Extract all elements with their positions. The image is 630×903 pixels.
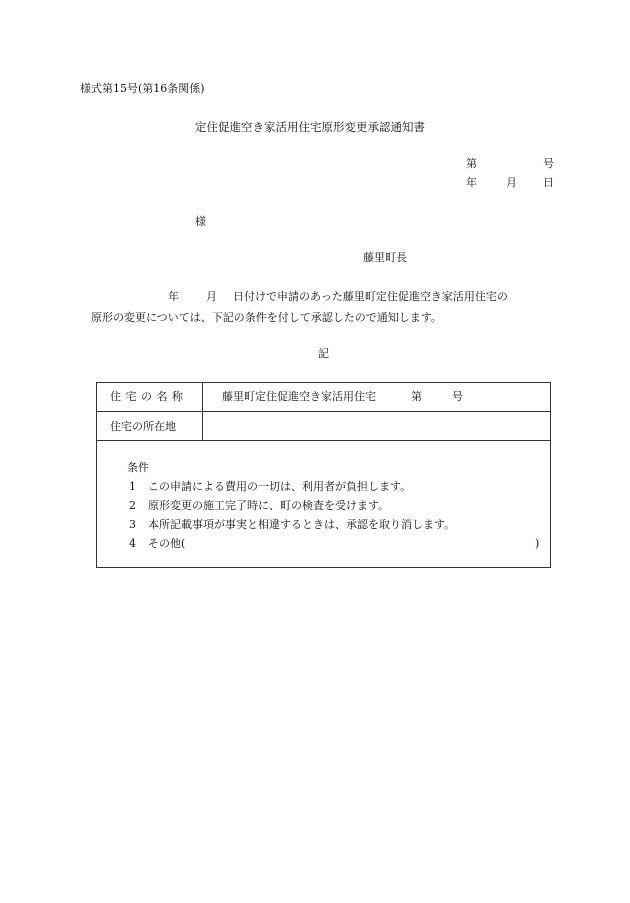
body-line1-text: 日付けで申請のあった藤里町定住促進空き家活用住宅の: [233, 290, 508, 303]
housing-number-prefix: 第: [411, 390, 422, 403]
table-column-divider: [202, 383, 203, 440]
date-day: 日: [543, 176, 554, 189]
body-line1-month: 月: [206, 290, 217, 303]
condition-number: 1: [129, 480, 136, 493]
condition-text: 本所記載事項が事実と相違するときは、承認を取り消します。: [148, 518, 456, 531]
condition-number: 3: [129, 518, 136, 531]
doc-number-prefix: 第: [466, 157, 477, 170]
condition-number: 2: [129, 499, 136, 512]
condition-text: その他(: [148, 537, 186, 550]
housing-name-label: 住宅の名称: [110, 390, 188, 403]
document-title: 定住促進空き家活用住宅原形変更承認通知書: [195, 120, 425, 134]
housing-address-label: 住宅の所在地: [110, 420, 176, 433]
body-line1-year: 年: [168, 290, 179, 303]
addressee: 様: [195, 215, 206, 228]
housing-name-value: 藤里町定住促進空き家活用住宅: [222, 390, 376, 403]
doc-number-suffix: 号: [543, 157, 554, 170]
body-line2-text: 原形の変更については、下記の条件を付して承認したので通知します。: [91, 311, 442, 324]
info-table: [96, 382, 551, 568]
condition-text: この申請による費用の一切は、利用者が負担します。: [148, 480, 412, 493]
form-number: 様式第15号(第16条関係): [80, 82, 205, 95]
date-month: 月: [506, 176, 517, 189]
ki-heading: 記: [318, 347, 329, 360]
condition-text: 原形変更の施工完了時に、町の検査を受けます。: [148, 499, 390, 512]
sender: 藤里町長: [363, 251, 407, 264]
table-row-divider: [97, 411, 550, 412]
date-year: 年: [466, 176, 477, 189]
conditions-heading: 条件: [127, 461, 149, 474]
housing-number-suffix: 号: [452, 390, 463, 403]
table-row-divider: [97, 440, 550, 441]
condition-closing-paren: ): [535, 537, 540, 550]
condition-number: 4: [129, 537, 136, 550]
